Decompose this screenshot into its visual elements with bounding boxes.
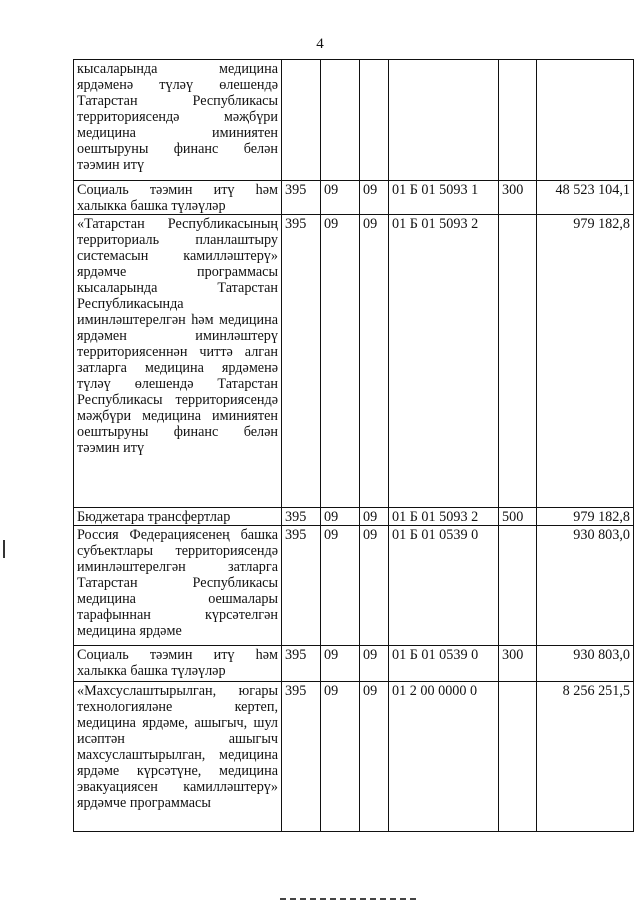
row-ministry (282, 60, 321, 181)
table-row (74, 508, 634, 526)
row-subsection: 09 (360, 181, 389, 215)
row-subsection (360, 60, 389, 181)
row-name: Социаль тәэмин итү һәм халыкка башка түләүләр (74, 181, 282, 215)
row-expense-type (499, 682, 537, 832)
row-target: 01 Б 01 0539 0 (389, 646, 499, 682)
row-expense-type (499, 215, 537, 508)
row-name: Социаль тәэмин итү һәм халыкка башка түләүләр (74, 646, 282, 682)
row-amount: 930 803,0 (537, 646, 634, 682)
row-expense-type (499, 60, 537, 181)
budget-table (73, 59, 634, 832)
row-subsection: 09 (360, 508, 389, 526)
page-number: 4 (316, 36, 324, 52)
table-row (74, 646, 634, 682)
row-section (321, 60, 360, 181)
row-target: 01 Б 01 5093 2 (389, 508, 499, 526)
row-name: «Татарстан Республикасының территориаль планлаштыру системасын камилләштерү» ярдәмче программасы кысаларында Татарстан Республикасында иминләштерелгән һәм медицина ярдәмен иминләштерү территориясеннән читтә алган затларга медицина ярдәменә түләү өлешендә Татарстан Республикасы территориясендә мәҗбүри медицина иминиятен оештыруны финанс белән тәэмин итү (74, 215, 282, 508)
table-row (74, 682, 634, 832)
row-section: 09 (321, 646, 360, 682)
row-section: 09 (321, 682, 360, 832)
row-target: 01 Б 01 0539 0 (389, 526, 499, 646)
row-expense-type: 300 (499, 646, 537, 682)
row-name: Россия Федерациясенең башка субъектлары территориясендә иминләштерелгән затларга Татарстан Республикасы медицина оешмалары тарафыннан күрсәтелгән медицина ярдәме (74, 526, 282, 646)
row-section: 09 (321, 215, 360, 508)
row-target: 01 Б 01 5093 2 (389, 215, 499, 508)
row-amount: 979 182,8 (537, 508, 634, 526)
row-amount: 930 803,0 (537, 526, 634, 646)
row-section: 09 (321, 526, 360, 646)
row-ministry: 395 (282, 508, 321, 526)
row-target: 01 Б 01 5093 1 (389, 181, 499, 215)
row-amount: 8 256 251,5 (537, 682, 634, 832)
row-ministry: 395 (282, 181, 321, 215)
scan-artifact-left (3, 540, 5, 558)
row-expense-type: 300 (499, 181, 537, 215)
row-ministry: 395 (282, 646, 321, 682)
row-target (389, 60, 499, 181)
row-ministry: 395 (282, 682, 321, 832)
table-row (74, 181, 634, 215)
row-target: 01 2 00 0000 0 (389, 682, 499, 832)
row-name: кысаларында медицина ярдәменә түләү өлешендә Татарстан Республикасы территориясендә мәҗбүри медицина иминиятен оештыруны финанс белән тәэмин итү (74, 60, 282, 181)
row-amount: 48 523 104,1 (537, 181, 634, 215)
row-ministry: 395 (282, 215, 321, 508)
table-row (74, 60, 634, 181)
row-ministry: 395 (282, 526, 321, 646)
row-amount: 979 182,8 (537, 215, 634, 508)
row-subsection: 09 (360, 526, 389, 646)
row-subsection: 09 (360, 682, 389, 832)
row-section: 09 (321, 181, 360, 215)
row-amount (537, 60, 634, 181)
table-row (74, 526, 634, 646)
row-subsection: 09 (360, 646, 389, 682)
row-expense-type: 500 (499, 508, 537, 526)
row-expense-type (499, 526, 537, 646)
scan-artifact-bottom (280, 898, 420, 900)
row-subsection: 09 (360, 215, 389, 508)
row-name: «Махсуслаштырылган, югары технологияләне кертеп, медицина ярдәме, ашыгыч, шул исәптән ашыгыч махсуслаштырылган, медицина ярдәме күрсәтүне, медицина эвакуациясен камилләштерү» ярдәмче программасы (74, 682, 282, 832)
table-row (74, 215, 634, 508)
row-section: 09 (321, 508, 360, 526)
row-name: Бюджетара трансфертлар (74, 508, 282, 526)
